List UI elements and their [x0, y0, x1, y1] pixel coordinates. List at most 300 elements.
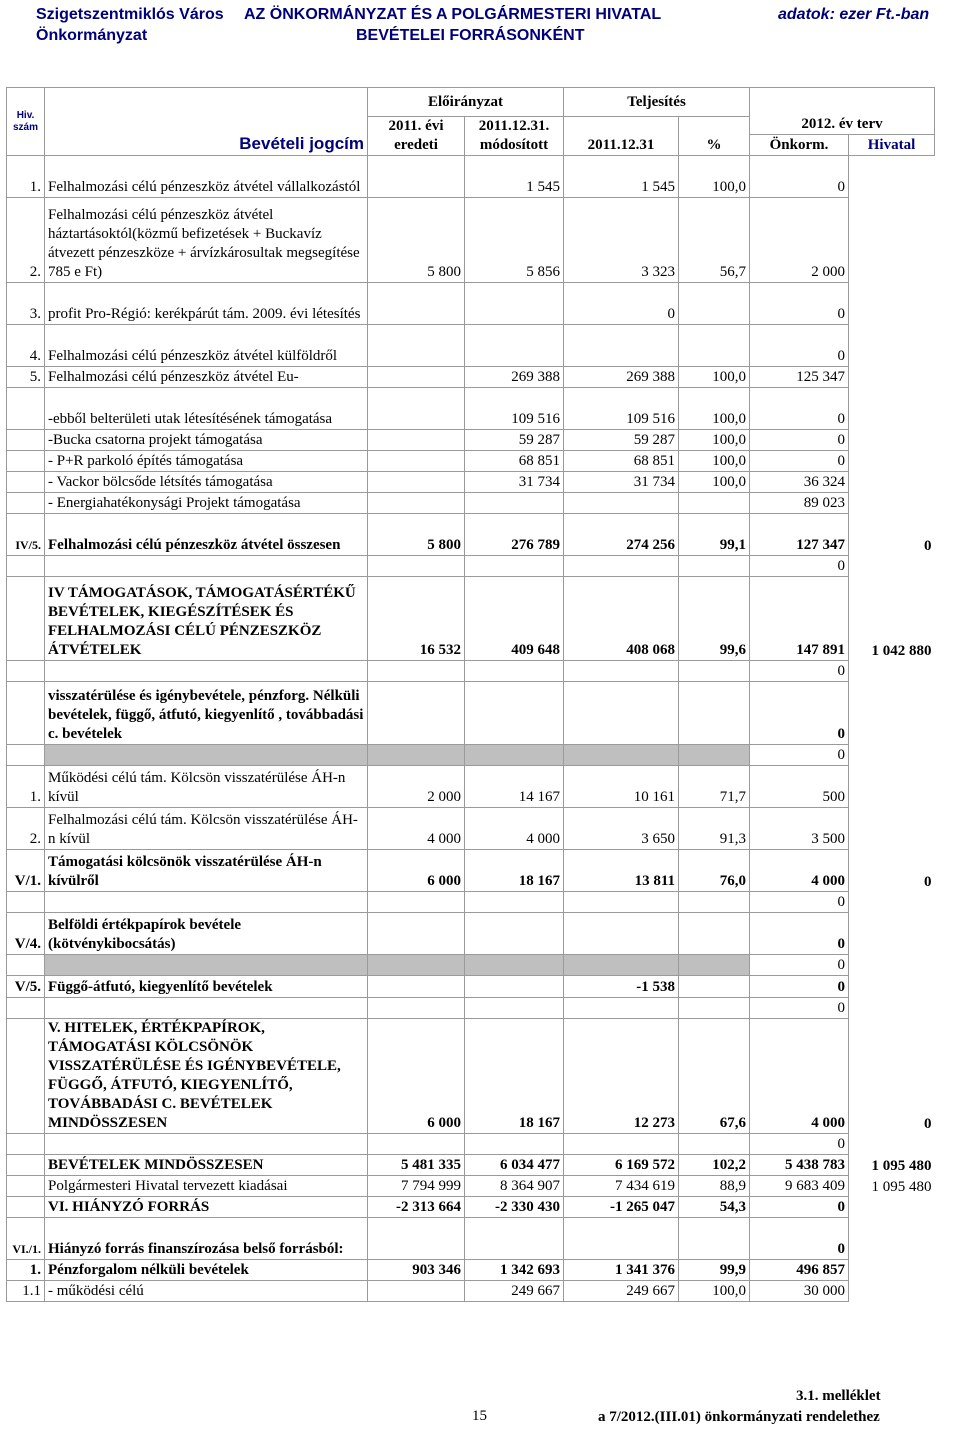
col-teljesites: Teljesítés — [564, 88, 750, 117]
value-modositott: -2 330 430 — [465, 1197, 564, 1218]
row-label: profit Pro-Régió: kerékpárút tám. 2009. évi létesítés — [45, 283, 368, 325]
value-pct: 76,0 — [679, 850, 750, 892]
value-onkorm: 0 — [750, 682, 849, 745]
row-number — [7, 998, 45, 1019]
col-jogcim: Bevételi jogcím — [45, 88, 368, 156]
table-row — [7, 388, 935, 430]
row-label: Támogatási kölcsönök visszatérülése ÁH-n kívülről — [45, 850, 368, 892]
value-modositott: 1 545 — [465, 156, 564, 198]
value-teljesites — [564, 493, 679, 514]
value-pct: 102,2 — [679, 1155, 750, 1176]
value-modositott: 14 167 — [465, 766, 564, 808]
row-number — [7, 955, 45, 976]
value-eredeti: 5 800 — [368, 198, 465, 283]
value-pct: 54,3 — [679, 1197, 750, 1218]
row-number: V/5. — [7, 976, 45, 998]
value-modositott — [465, 682, 564, 745]
value-eredeti: 4 000 — [368, 808, 465, 850]
value-eredeti — [368, 913, 465, 955]
table-row — [7, 198, 935, 283]
row-number — [7, 493, 45, 514]
table-row — [7, 998, 935, 1019]
value-modositott: 1 342 693 — [465, 1260, 564, 1281]
row-number: 5. — [7, 367, 45, 388]
value-modositott — [465, 325, 564, 367]
value-pct: 67,6 — [679, 1019, 750, 1134]
value-eredeti — [368, 472, 465, 493]
value-onkorm: 0 — [750, 283, 849, 325]
row-number — [7, 1019, 45, 1134]
table-row — [7, 430, 935, 451]
table-row — [7, 766, 935, 808]
table-row — [7, 577, 935, 661]
value-modositott — [465, 745, 564, 766]
value-hivatal — [849, 1281, 935, 1302]
table-row — [7, 955, 935, 976]
value-hivatal: 0 — [924, 873, 932, 890]
row-label: Felhalmozási célú pénzeszköz átvétel külföldről — [45, 325, 368, 367]
value-modositott — [465, 913, 564, 955]
row-label: Működési célú tám. Kölcsön visszatérülése ÁH-n kívül — [45, 766, 368, 808]
value-onkorm: 0 — [750, 156, 849, 198]
table-row — [7, 283, 935, 325]
value-onkorm: 0 — [750, 556, 849, 577]
row-label: - Vackor bölcsőde létsítés támogatása — [45, 472, 368, 493]
table-row — [7, 472, 935, 493]
value-teljesites: 3 323 — [564, 198, 679, 283]
value-modositott: 5 856 — [465, 198, 564, 283]
value-eredeti — [368, 283, 465, 325]
value-modositott: 109 516 — [465, 388, 564, 430]
value-onkorm: 0 — [750, 325, 849, 367]
value-pct: 100,0 — [679, 1281, 750, 1302]
row-number: 1. — [7, 1260, 45, 1281]
value-teljesites — [564, 682, 679, 745]
value-teljesites: 31 734 — [564, 472, 679, 493]
value-pct: 71,7 — [679, 766, 750, 808]
row-number — [7, 430, 45, 451]
table-header — [7, 88, 935, 156]
value-hivatal — [849, 367, 935, 388]
table-row — [7, 1260, 935, 1281]
value-hivatal — [849, 451, 935, 472]
value-eredeti — [368, 388, 465, 430]
col-pct: % — [679, 117, 750, 156]
value-hivatal: 0 — [924, 1115, 932, 1132]
value-teljesites: 68 851 — [564, 451, 679, 472]
value-hivatal — [849, 198, 935, 283]
value-teljesites: 59 287 — [564, 430, 679, 451]
header-org-line1: Szigetszentmiklós Város — [36, 6, 224, 23]
value-hivatal: 1 095 480 — [871, 1178, 932, 1195]
value-pct: 100,0 — [679, 430, 750, 451]
table-row — [7, 514, 935, 556]
row-label: IV TÁMOGATÁSOK, TÁMOGATÁSÉRTÉKŰ BEVÉTELEK, KIEGÉSZÍTÉSEK ÉS FELHALMOZÁSI CÉLÚ PÉNZESZKÖZ ÁTVÉTELEK — [45, 577, 368, 661]
value-pct: 100,0 — [679, 156, 750, 198]
row-label: Felhalmozási célú pénzeszköz átvétel vállalkozástól — [45, 156, 368, 198]
value-modositott — [465, 998, 564, 1019]
value-eredeti — [368, 1281, 465, 1302]
row-number: VI./1. — [7, 1218, 45, 1260]
value-hivatal — [849, 892, 935, 913]
value-teljesites: 1 545 — [564, 156, 679, 198]
row-label: -ebből belterületi utak létesítésének támogatása — [45, 388, 368, 430]
row-label: Hiányzó forrás finanszírozása belső forrásból: — [45, 1218, 368, 1260]
table-row — [7, 325, 935, 367]
value-teljesites: 0 — [564, 283, 679, 325]
value-onkorm: 500 — [750, 766, 849, 808]
value-teljesites — [564, 892, 679, 913]
value-pct: 91,3 — [679, 808, 750, 850]
value-onkorm: 0 — [750, 661, 849, 682]
value-eredeti: 7 794 999 — [368, 1176, 465, 1197]
value-teljesites: 249 667 — [564, 1281, 679, 1302]
col-modositott: 2011.12.31. módosított — [465, 117, 564, 156]
value-onkorm: 147 891 — [750, 577, 849, 661]
value-teljesites — [564, 1134, 679, 1155]
value-eredeti: 903 346 — [368, 1260, 465, 1281]
revenue-table — [6, 87, 935, 1302]
value-hivatal — [849, 955, 935, 976]
value-hivatal — [849, 1197, 935, 1218]
value-eredeti — [368, 661, 465, 682]
value-modositott: 59 287 — [465, 430, 564, 451]
value-onkorm: 9 683 409 — [750, 1176, 849, 1197]
value-eredeti — [368, 430, 465, 451]
value-eredeti — [368, 451, 465, 472]
value-modositott — [465, 556, 564, 577]
row-number: 3. — [7, 283, 45, 325]
value-onkorm: 0 — [750, 892, 849, 913]
col-eredeti: 2011. évi eredeti — [368, 117, 465, 156]
value-teljesites — [564, 1218, 679, 1260]
value-modositott: 68 851 — [465, 451, 564, 472]
value-teljesites — [564, 745, 679, 766]
value-modositott — [465, 955, 564, 976]
value-modositott: 249 667 — [465, 1281, 564, 1302]
value-eredeti: 6 000 — [368, 850, 465, 892]
table-row — [7, 1155, 935, 1176]
value-hivatal — [849, 493, 935, 514]
row-number — [7, 388, 45, 430]
value-pct: 100,0 — [679, 367, 750, 388]
value-onkorm: 0 — [750, 998, 849, 1019]
value-hivatal — [849, 661, 935, 682]
value-pct — [679, 493, 750, 514]
value-pct — [679, 745, 750, 766]
value-teljesites — [564, 998, 679, 1019]
value-eredeti — [368, 556, 465, 577]
table-row — [7, 1176, 935, 1197]
value-teljesites: 408 068 — [564, 577, 679, 661]
table-row — [7, 1197, 935, 1218]
value-hivatal — [849, 388, 935, 430]
value-pct — [679, 1218, 750, 1260]
value-modositott: 18 167 — [465, 1019, 564, 1134]
value-onkorm: 0 — [750, 955, 849, 976]
table-row — [7, 913, 935, 955]
value-pct — [679, 913, 750, 955]
value-teljesites: 13 811 — [564, 850, 679, 892]
value-teljesites — [564, 661, 679, 682]
value-pct — [679, 1134, 750, 1155]
value-pct — [679, 682, 750, 745]
value-onkorm: 4 000 — [750, 850, 849, 892]
value-modositott: 4 000 — [465, 808, 564, 850]
table-row — [7, 976, 935, 998]
value-onkorm: 125 347 — [750, 367, 849, 388]
value-onkorm: 0 — [750, 1134, 849, 1155]
row-label — [45, 661, 368, 682]
value-hivatal — [849, 998, 935, 1019]
value-eredeti: 5 800 — [368, 514, 465, 556]
value-onkorm: 4 000 — [750, 1019, 849, 1134]
value-hivatal — [849, 976, 935, 998]
row-number — [7, 892, 45, 913]
value-pct: 100,0 — [679, 472, 750, 493]
value-pct — [679, 955, 750, 976]
value-eredeti — [368, 1218, 465, 1260]
value-eredeti — [368, 955, 465, 976]
row-label — [45, 1134, 368, 1155]
header-title-line2: BEVÉTELEI FORRÁSONKÉNT — [356, 27, 585, 44]
row-label: BEVÉTELEK MINDÖSSZESEN — [45, 1155, 368, 1176]
value-pct — [679, 283, 750, 325]
table-row — [7, 367, 935, 388]
table-row — [7, 1218, 935, 1260]
value-modositott — [465, 661, 564, 682]
value-pct: 88,9 — [679, 1176, 750, 1197]
value-modositott: 8 364 907 — [465, 1176, 564, 1197]
row-label — [45, 955, 368, 976]
value-modositott: 18 167 — [465, 850, 564, 892]
value-eredeti — [368, 745, 465, 766]
value-teljesites: -1 538 — [564, 976, 679, 998]
value-onkorm: 0 — [750, 976, 849, 998]
header-org-line2: Önkormányzat — [36, 27, 148, 44]
row-number: 1. — [7, 156, 45, 198]
value-eredeti: 2 000 — [368, 766, 465, 808]
table-row — [7, 156, 935, 198]
row-label: -Bucka csatorna projekt támogatása — [45, 430, 368, 451]
row-label: Felhalmozási célú pénzeszköz átvétel háztartásoktól(közmű befizetések + Buckavíz átvezett pénzeszköze + árvízkárosultak megsegítése 785 e Ft) — [45, 198, 368, 283]
value-pct: 100,0 — [679, 388, 750, 430]
value-onkorm: 36 324 — [750, 472, 849, 493]
value-modositott — [465, 976, 564, 998]
row-label: visszatérülése és igénybevétele, pénzforg. Nélküli bevételek, függő, átfutó, kiegyenlítő , továbbadási c. bevételek — [45, 682, 368, 745]
value-hivatal — [849, 556, 935, 577]
table-row — [7, 808, 935, 850]
value-onkorm: 3 500 — [750, 808, 849, 850]
row-number: 2. — [7, 198, 45, 283]
value-eredeti — [368, 367, 465, 388]
row-number — [7, 1155, 45, 1176]
value-pct — [679, 556, 750, 577]
row-label — [45, 745, 368, 766]
value-hivatal — [849, 156, 935, 198]
value-modositott — [465, 892, 564, 913]
value-teljesites: 10 161 — [564, 766, 679, 808]
value-teljesites: 6 169 572 — [564, 1155, 679, 1176]
value-pct: 99,1 — [679, 514, 750, 556]
row-label: VI. HIÁNYZÓ FORRÁS — [45, 1197, 368, 1218]
row-number: V/4. — [7, 913, 45, 955]
value-onkorm: 0 — [750, 1197, 849, 1218]
value-onkorm: 0 — [750, 430, 849, 451]
value-pct — [679, 998, 750, 1019]
value-onkorm: 0 — [750, 913, 849, 955]
row-number: 1. — [7, 766, 45, 808]
row-number: 1.1 — [7, 1281, 45, 1302]
col-terv: 2012. év terv — [750, 88, 935, 135]
value-modositott: 269 388 — [465, 367, 564, 388]
table-row — [7, 892, 935, 913]
value-eredeti — [368, 325, 465, 367]
value-onkorm: 0 — [750, 745, 849, 766]
table-row — [7, 1281, 935, 1302]
value-teljesites: -1 265 047 — [564, 1197, 679, 1218]
row-label: Polgármesteri Hivatal tervezett kiadásai — [45, 1176, 368, 1197]
value-pct: 99,9 — [679, 1260, 750, 1281]
value-onkorm: 0 — [750, 451, 849, 472]
row-label: - P+R parkoló építés támogatása — [45, 451, 368, 472]
row-label — [45, 892, 368, 913]
value-modositott — [465, 1218, 564, 1260]
col-hivatal: Hivatal — [849, 135, 935, 156]
row-label: Felhalmozási célú pénzeszköz átvétel Eu- — [45, 367, 368, 388]
value-onkorm: 0 — [750, 1218, 849, 1260]
row-label — [45, 998, 368, 1019]
row-number: 4. — [7, 325, 45, 367]
row-label: Pénzforgalom nélküli bevételek — [45, 1260, 368, 1281]
row-number — [7, 682, 45, 745]
value-modositott: 409 648 — [465, 577, 564, 661]
value-hivatal: 0 — [924, 537, 932, 554]
value-teljesites — [564, 955, 679, 976]
value-pct: 99,6 — [679, 577, 750, 661]
table-row — [7, 451, 935, 472]
value-eredeti: -2 313 664 — [368, 1197, 465, 1218]
value-eredeti — [368, 1134, 465, 1155]
value-onkorm: 5 438 783 — [750, 1155, 849, 1176]
value-modositott — [465, 1134, 564, 1155]
value-hivatal — [849, 766, 935, 808]
value-hivatal: 1 042 880 — [871, 642, 932, 659]
value-pct — [679, 976, 750, 998]
table-row — [7, 493, 935, 514]
row-number — [7, 661, 45, 682]
value-hivatal — [849, 1218, 935, 1260]
table-row — [7, 745, 935, 766]
row-label: - működési célú — [45, 1281, 368, 1302]
table-row — [7, 661, 935, 682]
value-eredeti — [368, 998, 465, 1019]
col-onkorm: Önkorm. — [750, 135, 849, 156]
value-hivatal: 1 095 480 — [871, 1157, 932, 1174]
value-hivatal — [849, 682, 935, 745]
row-number — [7, 451, 45, 472]
row-label: Felhalmozási célú tám. Kölcsön visszatérülése ÁH-n kívül — [45, 808, 368, 850]
value-modositott: 31 734 — [465, 472, 564, 493]
value-hivatal — [849, 1134, 935, 1155]
row-number — [7, 1134, 45, 1155]
value-modositott: 6 034 477 — [465, 1155, 564, 1176]
value-teljesites — [564, 556, 679, 577]
value-hivatal — [849, 913, 935, 955]
value-teljesites: 3 650 — [564, 808, 679, 850]
row-number — [7, 1197, 45, 1218]
value-eredeti — [368, 976, 465, 998]
table-row — [7, 1134, 935, 1155]
row-number: V/1. — [7, 850, 45, 892]
value-modositott: 276 789 — [465, 514, 564, 556]
table-row — [7, 1019, 935, 1134]
annex-reference: a 7/2012.(III.01) önkormányzati rendelethez — [598, 1409, 880, 1425]
value-teljesites: 274 256 — [564, 514, 679, 556]
value-modositott — [465, 283, 564, 325]
row-label: V. HITELEK, ÉRTÉKPAPÍROK, TÁMOGATÁSI KÖLCSÖNÖK VISSZATÉRÜLÉSE ÉS IGÉNYBEVÉTELE, FÜGGŐ, ÁTFUTÓ, KIEGYENLÍTŐ, TOVÁBBADÁSI C. BEVÉTELEK MINDÖSSZESEN — [45, 1019, 368, 1134]
row-label — [45, 556, 368, 577]
value-pct — [679, 325, 750, 367]
value-onkorm: 496 857 — [750, 1260, 849, 1281]
value-hivatal — [849, 808, 935, 850]
row-number — [7, 745, 45, 766]
value-eredeti — [368, 892, 465, 913]
value-eredeti — [368, 682, 465, 745]
value-onkorm: 0 — [750, 388, 849, 430]
value-eredeti: 16 532 — [368, 577, 465, 661]
value-teljesites: 269 388 — [564, 367, 679, 388]
table-row — [7, 682, 935, 745]
value-eredeti — [368, 493, 465, 514]
row-label: Függő-átfutó, kiegyenlítő bevételek — [45, 976, 368, 998]
row-number — [7, 556, 45, 577]
value-hivatal — [849, 283, 935, 325]
col-telj-date: 2011.12.31 — [564, 117, 679, 156]
row-label: Felhalmozási célú pénzeszköz átvétel összesen — [45, 514, 368, 556]
value-teljesites: 12 273 — [564, 1019, 679, 1134]
value-onkorm: 89 023 — [750, 493, 849, 514]
value-teljesites — [564, 325, 679, 367]
header-title-line1: AZ ÖNKORMÁNYZAT ÉS A POLGÁRMESTERI HIVATAL — [244, 6, 662, 23]
value-hivatal — [849, 430, 935, 451]
value-hivatal — [849, 472, 935, 493]
header-units: adatok: ezer Ft.-ban — [778, 6, 930, 23]
page-number: 15 — [472, 1408, 487, 1424]
row-label: - Energiahatékonysági Projekt támogatása — [45, 493, 368, 514]
annex-label: 3.1. melléklet — [796, 1388, 881, 1404]
value-pct: 100,0 — [679, 451, 750, 472]
value-onkorm: 127 347 — [750, 514, 849, 556]
value-hivatal — [849, 1260, 935, 1281]
value-onkorm: 2 000 — [750, 198, 849, 283]
col-hiv-szam: Hiv. szám — [7, 88, 45, 156]
row-label: Belföldi értékpapírok bevétele (kötvénykibocsátás) — [45, 913, 368, 955]
row-number: 2. — [7, 808, 45, 850]
value-eredeti: 5 481 335 — [368, 1155, 465, 1176]
table-row — [7, 556, 935, 577]
table-body — [7, 156, 935, 1302]
value-teljesites — [564, 913, 679, 955]
value-teljesites: 1 341 376 — [564, 1260, 679, 1281]
value-pct: 56,7 — [679, 198, 750, 283]
value-modositott — [465, 493, 564, 514]
table-row — [7, 850, 935, 892]
row-number: IV/5. — [7, 514, 45, 556]
row-number — [7, 472, 45, 493]
value-eredeti: 6 000 — [368, 1019, 465, 1134]
value-eredeti — [368, 156, 465, 198]
